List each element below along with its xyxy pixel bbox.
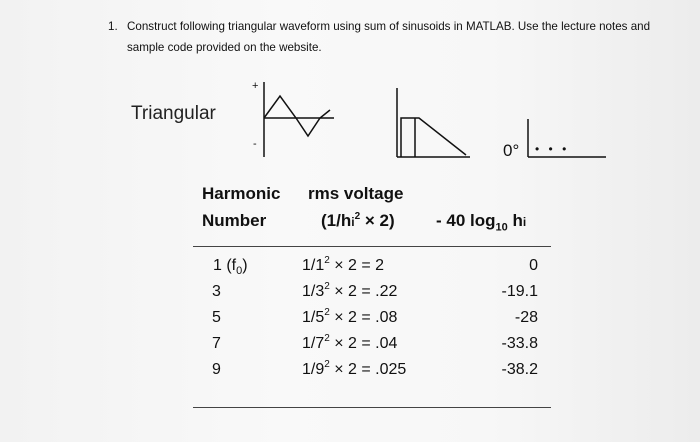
minus-sign: - <box>253 138 257 150</box>
db-cell: -38.2 <box>501 361 538 378</box>
db-cell: -33.8 <box>501 335 538 352</box>
db-cell: 0 <box>529 257 538 274</box>
header-rms-formula: $(1/hi^2 \times 2)$ <box>321 211 395 230</box>
rms-cell: $1/3^2 \times 2 = .22$ <box>302 281 398 300</box>
header-rms-voltage: rms voltage <box>308 184 404 203</box>
question-number: 1. <box>108 20 118 33</box>
plus-sign: + <box>252 80 259 92</box>
rms-cell: $1/7^2 \times 2 = .04$ <box>302 333 398 352</box>
rms-cell: $1/1^2 \times 2 = 2$ <box>302 255 385 274</box>
question-text: Construct following triangular waveform using sum of sinusoids in MATLAB. Use the lecture notes and sample code provided on the website. <box>127 20 651 54</box>
table-bottom-rule <box>193 407 551 408</box>
header-number: Number <box>202 211 267 230</box>
header-db-formula: - 40 $\log_{10}$ hi <box>436 211 527 234</box>
harmonic-cell: 5 <box>212 309 221 326</box>
ellipsis-dots: • • • <box>535 142 570 156</box>
triangular-wave <box>264 96 330 136</box>
harmonic-cell: 3 <box>212 283 221 300</box>
triangle-sketch-shape <box>401 118 466 157</box>
table-top-rule <box>193 246 551 247</box>
db-cell: -19.1 <box>501 283 538 300</box>
phase-label: 0° <box>503 141 520 160</box>
rms-cell: $1/9^2 \times 2 = .025$ <box>302 359 407 378</box>
rms-cell: $1/5^2 \times 2 = .08$ <box>302 307 398 326</box>
harmonic-cell: 7 <box>212 335 221 352</box>
header-harmonic: Harmonic <box>202 184 281 203</box>
harmonic-cell: 1 $(f_0)$ <box>213 257 248 278</box>
harmonic-cell: 9 <box>212 361 221 378</box>
triangular-label: Triangular <box>131 103 216 124</box>
db-cell: -28 <box>514 309 538 326</box>
